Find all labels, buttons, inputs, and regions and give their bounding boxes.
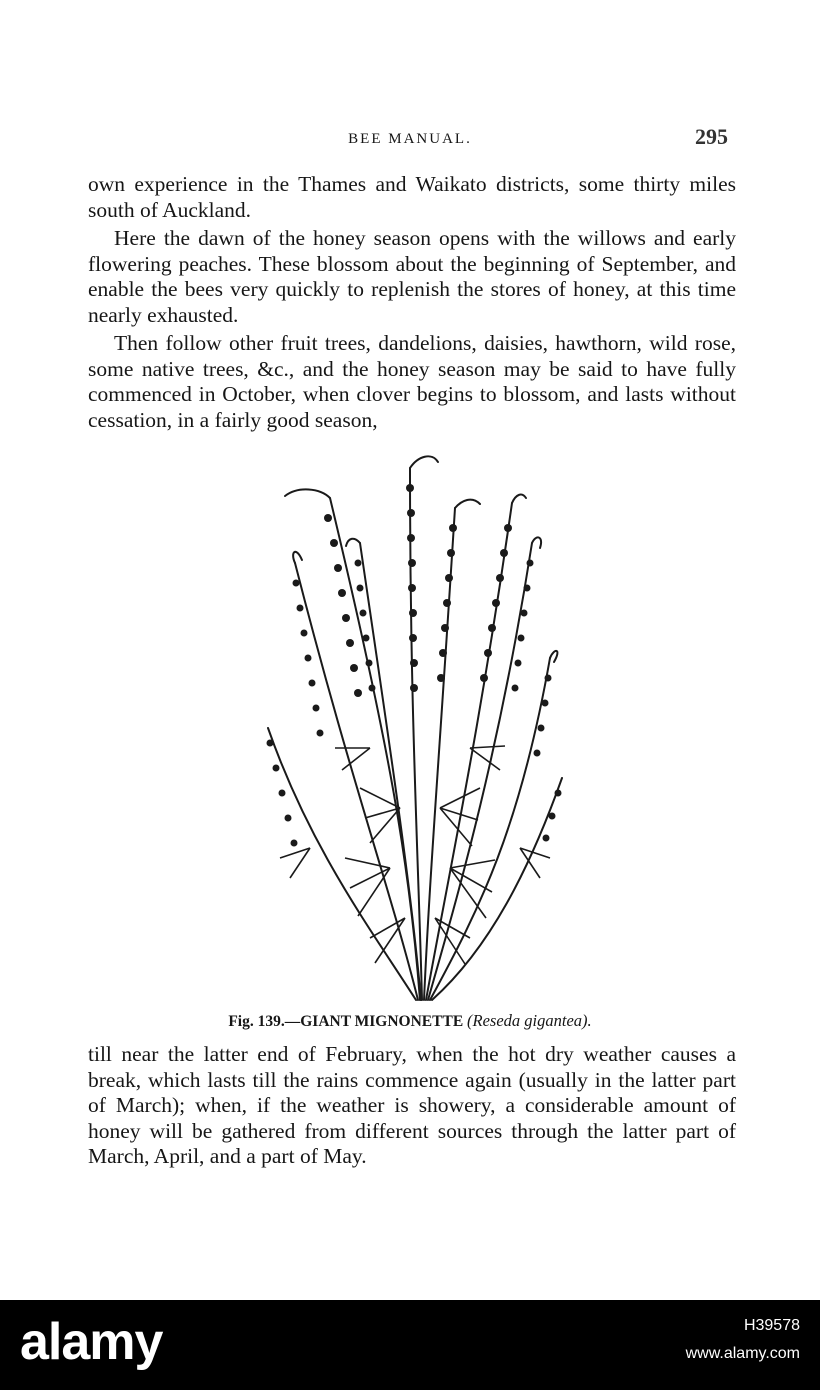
alamy-logo: alamy: [20, 1313, 163, 1371]
watermark-bar: [0, 1300, 820, 1390]
page-number: 295: [695, 124, 728, 149]
image-url: www.alamy.com: [685, 1345, 800, 1362]
giant-mignonette-illustration: [250, 448, 580, 1008]
paragraph-february: till near the latter end of February, when the hot dry weather causes a break, which lasts till the rains commence again (usually in the latter part of March); when, if the weather is showery, a considerable amount of honey will be gathered from different sources through the latter part of March, April, and a part of May.: [88, 1042, 736, 1168]
paragraph-continuation: own experience in the Thames and Waikato districts, some thirty miles south of Auckland.: [88, 172, 736, 222]
image-id: H39578: [743, 1317, 800, 1334]
caption-label: Fig. 139.—GIANT MIGNONETTE: [228, 1013, 464, 1030]
caption-latin-name: (Reseda gigantea).: [467, 1011, 592, 1030]
running-title: BEE MANUAL.: [348, 131, 472, 147]
paragraph-willows: Here the dawn of the honey season opens with the willows and early flowering peaches. These blossom about the beginning of September, and enable the bees very quickly to replenish the stores of honey, at this time nearly exhausted.: [88, 226, 736, 327]
figure-caption: [88, 1011, 732, 1031]
paragraph-fruit-trees: Then follow other fruit trees, dandelions, daisies, hawthorn, wild rose, some native trees, &c., and the honey season may be said to have fully commenced in October, when clover begins to blossom, and lasts without cessation, in a fairly good season,: [88, 331, 736, 432]
running-header: [88, 124, 732, 154]
